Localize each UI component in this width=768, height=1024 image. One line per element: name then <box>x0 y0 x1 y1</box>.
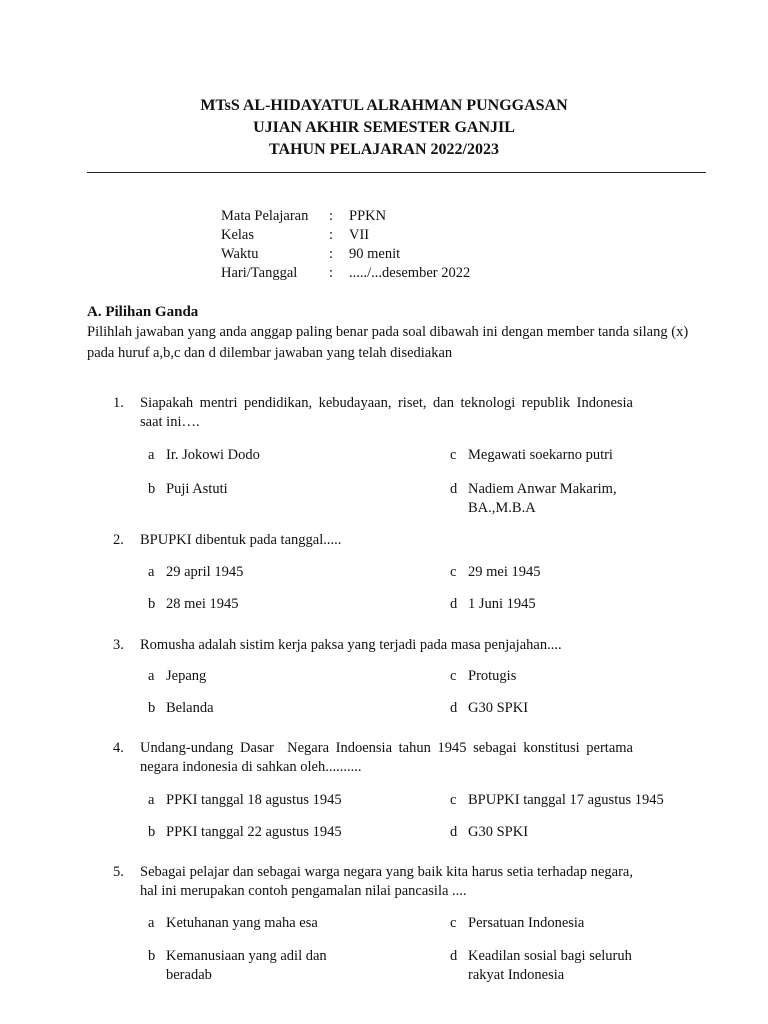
option-letter: b <box>148 596 156 612</box>
option-text: Jepang <box>166 668 207 684</box>
question-1 <box>113 394 633 432</box>
option-letter: b <box>148 948 156 964</box>
option-letter: c <box>450 915 457 931</box>
question-2 <box>113 531 633 550</box>
question-text: Siapakah mentri pendidikan, kebudayaan, riset, dan teknologi republik Indonesia saat ini…. <box>140 395 633 430</box>
school-name: MTsS AL-HIDAYATUL ALRAHMAN PUNGGASAN <box>200 97 568 114</box>
option-letter: b <box>148 824 156 840</box>
info-label: Waktu <box>221 246 259 262</box>
info-colon: : <box>329 265 334 281</box>
option-text: Nadiem Anwar Makarim, BA.,M.B.A <box>468 481 617 516</box>
info-row-date <box>221 264 470 283</box>
academic-year: TAHUN PELAJARAN 2022/2023 <box>269 141 499 158</box>
option-text: BPUPKI tanggal 17 agustus 1945 <box>468 792 664 808</box>
option-text: Kemanusiaan yang adil dan beradab <box>166 948 327 983</box>
info-value: PPKN <box>349 208 387 224</box>
option-text: G30 SPKI <box>468 824 529 840</box>
option-letter: a <box>148 447 155 463</box>
info-row-subject <box>221 207 470 226</box>
option-text: 28 mei 1945 <box>166 596 239 612</box>
exam-title: UJIAN AKHIR SEMESTER GANJIL <box>253 119 515 136</box>
info-label: Kelas <box>221 227 255 243</box>
question-text: Sebagai pelajar dan sebagai warga negara yang baik kita harus setia terhadap negara, hal ini merupakan contoh pengamalan nilai pancasila .... <box>140 864 633 899</box>
option-text: Protugis <box>468 668 517 684</box>
info-value: VII <box>349 227 370 243</box>
option-text: Keadilan sosial bagi seluruh rakyat Indonesia <box>468 948 632 983</box>
question-text: Undang-undang Dasar Negara Indoensia tahun 1945 sebagai konstitusi pertama negara indonesia di sahkan oleh.......... <box>140 740 637 775</box>
info-label: Mata Pelajaran <box>221 208 309 224</box>
option-text: 29 april 1945 <box>166 564 244 580</box>
question-4 <box>113 739 637 777</box>
option-text: Ketuhanan yang maha esa <box>166 915 318 931</box>
question-number: 5. <box>113 864 124 880</box>
option-letter: a <box>148 668 155 684</box>
option-letter: a <box>148 792 155 808</box>
option-text: Belanda <box>166 700 214 716</box>
info-row-class <box>221 226 470 245</box>
option-letter: d <box>450 948 458 964</box>
option-text: 1 Juni 1945 <box>468 596 536 612</box>
option-letter: d <box>450 481 458 497</box>
option-letter: a <box>148 915 155 931</box>
question-number: 1. <box>113 395 124 411</box>
info-colon: : <box>329 246 334 262</box>
header-divider <box>87 172 706 173</box>
option-text: Persatuan Indonesia <box>468 915 585 931</box>
question-5 <box>113 863 633 901</box>
option-letter: d <box>450 596 458 612</box>
option-letter: c <box>450 564 457 580</box>
info-colon: : <box>329 227 334 243</box>
section-instructions: Pilihlah jawaban yang anda anggap paling benar pada soal dibawah ini dengan member tanda silang (x) pada huruf a,b,c dan d dilembar jawaban yang telah disediakan <box>87 324 689 361</box>
question-3 <box>113 636 633 655</box>
option-letter: c <box>450 668 457 684</box>
option-letter: a <box>148 564 155 580</box>
section-title: A. Pilihan Ganda <box>87 304 199 320</box>
info-value: 90 menit <box>349 246 401 262</box>
option-text: PPKI tanggal 22 agustus 1945 <box>166 824 342 840</box>
question-number: 2. <box>113 532 124 548</box>
document-header <box>0 95 768 161</box>
option-letter: b <box>148 700 156 716</box>
option-letter: b <box>148 481 156 497</box>
info-colon: : <box>329 208 334 224</box>
question-number: 3. <box>113 637 124 653</box>
option-text: Puji Astuti <box>166 481 228 497</box>
info-value: ...../...desember 2022 <box>349 265 471 281</box>
option-letter: d <box>450 700 458 716</box>
question-text: Romusha adalah sistim kerja paksa yang terjadi pada masa penjajahan.... <box>140 637 562 653</box>
exam-info <box>221 207 470 283</box>
option-text: 29 mei 1945 <box>468 564 541 580</box>
question-text: BPUPKI dibentuk pada tanggal..... <box>140 532 342 548</box>
info-row-time <box>221 245 470 264</box>
option-letter: d <box>450 824 458 840</box>
option-text: PPKI tanggal 18 agustus 1945 <box>166 792 342 808</box>
option-text: Ir. Jokowi Dodo <box>166 447 260 463</box>
option-text: Megawati soekarno putri <box>468 447 613 463</box>
info-label: Hari/Tanggal <box>221 265 298 281</box>
option-text: G30 SPKI <box>468 700 529 716</box>
question-number: 4. <box>113 740 124 756</box>
option-letter: c <box>450 447 457 463</box>
option-letter: c <box>450 792 457 808</box>
